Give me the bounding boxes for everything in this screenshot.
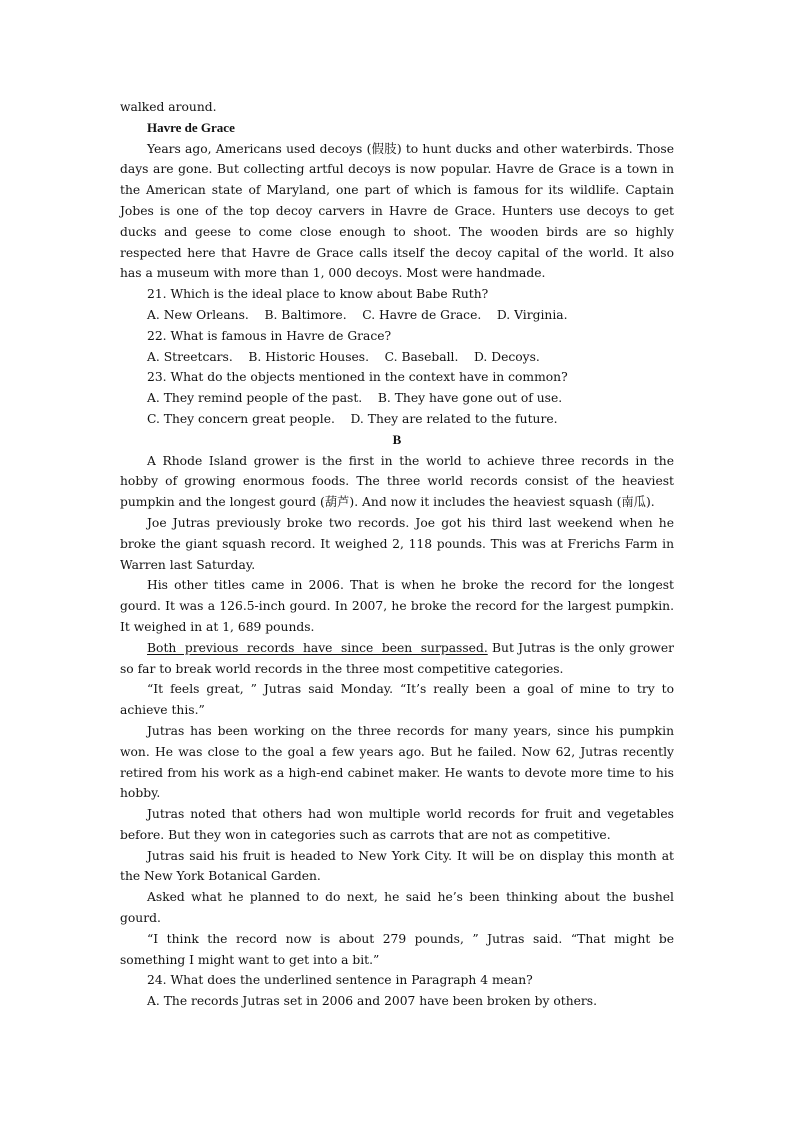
text-line: walked around. — [120, 100, 217, 114]
question-22: 22. What is famous in Havre de Grace? — [147, 328, 392, 343]
paragraph-b-3: His other titles came in 2006. That is when he broke the record for the longest gourd. It was a 126.5-inch gourd. In 2007, he broke the record for the largest pumpkin. It weighed in at 1, 689 pounds. — [120, 578, 674, 634]
question-21: 21. Which is the ideal place to know about Babe Ruth? — [147, 287, 489, 302]
paragraph-b-4 — [120, 638, 674, 680]
question-21-options: A. New Orleans. B. Baltimore. C. Havre de Grace. D. Virginia. — [147, 307, 568, 322]
question-23-options-ab: A. They remind people of the past. B. They have gone out of use. — [147, 391, 563, 406]
paragraph-havre-de-grace: Years ago, Americans used decoys (假肢) to hunt ducks and other waterbirds. Those days are gone. But collecting artful decoys is now popular. Havre de Grace is a town in the American state of Maryland, one part of which is famous for its wildlife. Captain Jobes is one of the top decoy carvers in Havre de Grace. Hunters use decoys to get ducks and geese to come close enough to shoot. The wooden birds are so highly respected here that Havre de Grace calls itself the decoy capital of the world. It also has a museum with more than 1, 000 decoys. Most were handmade. — [120, 141, 674, 281]
question-24-option-a: A. The records Jutras set in 2006 and 2007 have been broken by others. — [147, 994, 597, 1009]
question-24: 24. What does the underlined sentence in Paragraph 4 mean? — [147, 973, 533, 988]
question-23: 23. What do the objects mentioned in the context have in common? — [147, 370, 568, 385]
underlined-sentence: Both previous records have since been surpassed. — [147, 640, 488, 655]
section-heading-b: B — [392, 431, 402, 447]
section-heading-havre-de-grace: Havre de Grace — [147, 119, 235, 135]
question-23-options-cd: C. They concern great people. D. They are related to the future. — [147, 411, 558, 426]
paragraph-b-8: Jutras said his fruit is headed to New York City. It will be on display this month at the New York Botanical Garden. — [120, 848, 674, 884]
paragraph-b-6: Jutras has been working on the three records for many years, since his pumpkin won. He was close to the goal a few years ago. But he failed. Now 62, Jutras recently retired from his work as a high-end cabinet maker. He wants to devote more time to his hobby. — [120, 723, 674, 801]
paragraph-b-2: Joe Jutras previously broke two records. Joe got his third last weekend when he broke the giant squash record. It weighed 2, 118 pounds. This was at Frerichs Farm in Warren last Saturday. — [120, 515, 674, 572]
document-page — [120, 97, 674, 1012]
paragraph-b-1: A Rhode Island grower is the first in the world to achieve three records in the hobby of growing enormous foods. The three world records consist of the heaviest pumpkin and the longest gourd (葫芦). And now it includes the heaviest squash (南瓜). — [120, 453, 674, 510]
paragraph-b-10: “I think the record now is about 279 pounds, ” Jutras said. “That might be something I might want to get into a bit.” — [120, 931, 674, 967]
question-22-options: A. Streetcars. B. Historic Houses. C. Baseball. D. Decoys. — [147, 349, 540, 364]
paragraph-b-9: Asked what he planned to do next, he said he’s been thinking about the bushel gourd. — [120, 890, 674, 926]
paragraph-b-5: “It feels great, ” Jutras said Monday. “It’s really been a goal of mine to try to achieve this.” — [120, 682, 674, 718]
paragraph-b-4-rest: But Jutras is the only grower so far to break world records in the three most competitive categories. — [120, 640, 674, 676]
paragraph-b-7: Jutras noted that others had won multiple world records for fruit and vegetables before. But they won in categories such as carrots that are not as competitive. — [120, 807, 674, 842]
